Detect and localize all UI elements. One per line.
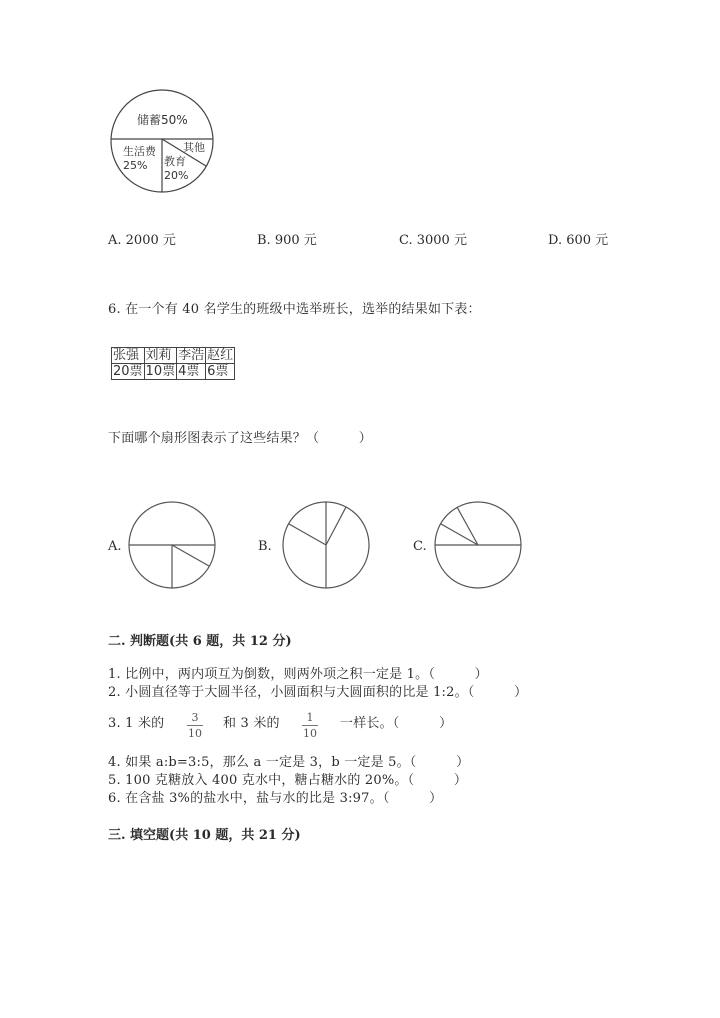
pie-choice-c[interactable] xyxy=(431,498,527,594)
choice-c-label[interactable]: C. xyxy=(413,539,427,554)
judge-item-3 xyxy=(108,716,164,732)
pie-choice-b[interactable] xyxy=(279,498,375,594)
fraction-denominator: 10 xyxy=(303,727,317,740)
pie-label-education: 教育 xyxy=(164,155,186,168)
judge-item-4: 4. 如果 a:b=3:5，那么 a 一定是 3，b 一定是 5。（ ） xyxy=(108,755,470,770)
judge-item-5: 5. 100 克糖放入 400 克水中，糖占糖水的 20%。（ ） xyxy=(108,773,468,788)
section2-title: 二. 判断题(共 6 题，共 12 分) xyxy=(108,634,292,649)
choice-b-label[interactable]: B. xyxy=(258,539,272,554)
question6-prompt: 6. 在一个有 40 名学生的班级中选举班长，选举的结果如下表： xyxy=(108,302,481,317)
pie-label-other: 其他 xyxy=(183,141,205,154)
option-b[interactable]: B. 900 元 xyxy=(257,233,317,248)
pie-label-education-pct: 20% xyxy=(164,169,189,182)
table-header-cell: 李浩 xyxy=(178,348,205,363)
table-row xyxy=(112,364,235,380)
fraction-3-10 xyxy=(187,711,203,740)
judge-item-6: 6. 在含盐 3%的盐水中，盐与水的比是 3:97。（ ） xyxy=(108,791,443,806)
choice-a-label[interactable]: A. xyxy=(108,539,122,554)
pie-label-savings: 储蓄50% xyxy=(137,113,188,127)
table-header-cell: 赵红 xyxy=(207,348,234,363)
fraction-numerator: 3 xyxy=(191,711,199,724)
judge-item-3-part3: 一样长。（ ） xyxy=(340,716,453,731)
pie-label-living: 生活费 xyxy=(123,145,156,158)
fraction-1-10 xyxy=(302,711,318,740)
question6-question: 下面哪个扇形图表示了这些结果？（ ） xyxy=(108,431,373,446)
option-d[interactable]: D. 600 元 xyxy=(548,233,609,248)
table-header-cell: 刘莉 xyxy=(144,348,177,364)
pie-choice-a[interactable] xyxy=(125,498,221,594)
option-a[interactable]: A. 2000 元 xyxy=(108,233,176,248)
section3-title: 三. 填空题(共 10 题，共 21 分) xyxy=(108,828,301,843)
pie-label-living-pct: 25% xyxy=(123,159,148,172)
table-header-row xyxy=(112,348,235,364)
table-header-cell: 张强 xyxy=(112,348,145,364)
judge-item-1: 1. 比例中，两内项互为倒数，则两外项之积一定是 1。（ ） xyxy=(108,667,488,682)
judge-item-3-part1: 3. 1 米的 xyxy=(108,716,165,731)
fraction-denominator: 10 xyxy=(188,727,202,740)
judge-item-3-part2: 和 3 米的 xyxy=(223,716,280,731)
table-cell: 6票 xyxy=(206,364,235,380)
fraction-bar xyxy=(302,725,318,726)
vote-results-table xyxy=(111,347,235,380)
fraction-bar xyxy=(187,725,203,726)
option-c[interactable]: C. 3000 元 xyxy=(399,233,467,248)
fraction-numerator: 1 xyxy=(306,711,314,724)
table-cell: 4票 xyxy=(177,364,206,380)
judge-item-2: 2. 小圆直径等于大圆半径，小圆面积与大圆面积的比是 1:2。（ ） xyxy=(108,685,528,700)
table-cell: 10票 xyxy=(145,364,176,379)
table-cell: 20票 xyxy=(113,364,143,379)
budget-pie-chart xyxy=(100,88,230,200)
